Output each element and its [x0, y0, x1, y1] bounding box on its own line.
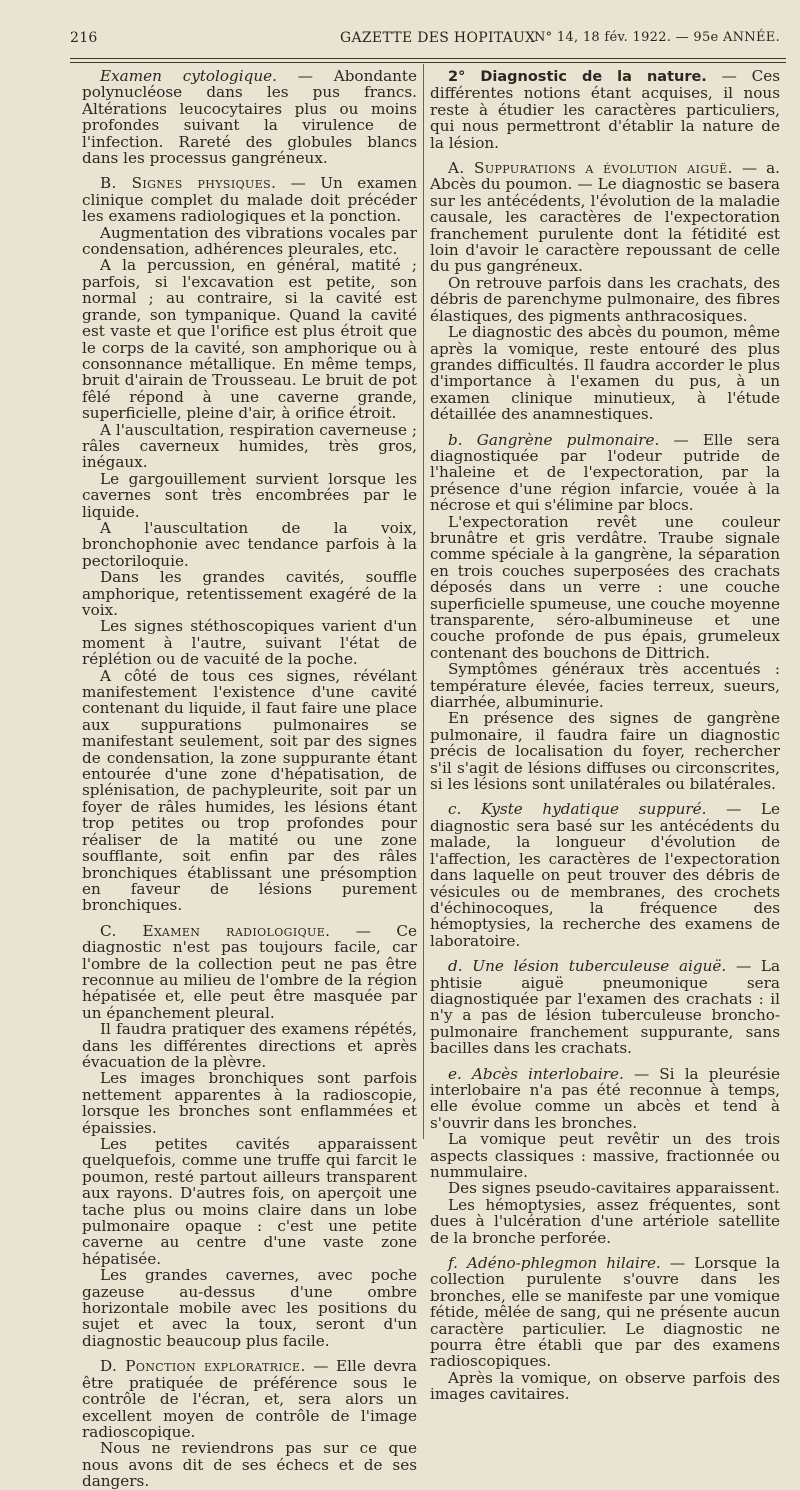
paragraph	[82, 618, 417, 667]
paragraph-text: — Lorsque la collection purulente s'ouvre dans les bronches, elle se manifeste par une vomique fétide, mêlée de sang, qui ne présente aucun caractère particulier. Le diagnostic ne pourra être établi que par des examens radioscopiques.	[430, 1254, 780, 1371]
paragraph-text: Le gargouillement survient lorsque les cavernes sont très encombrées par le liquide.	[82, 469, 417, 521]
paragraph-heading: Examen cytologique.	[100, 67, 277, 85]
paragraph-text: Les hémoptysies, assez fréquentes, sont dues à l'ulcération d'une artériole satellite de la bronche perforée.	[430, 1195, 780, 1247]
paragraph-text: — Ce diagnostic n'est pas toujours facile, car l'ombre de la collection peut ne pas être reconnue au milieu de l'ombre de la région hépatisée et, elle peut être masquée par un épanchement pleural.	[82, 921, 417, 1022]
paragraph-text: — La phtisie aiguë pneumonique sera diagnostiquée par l'examen des crachats : il n'y a pas de lésion tuberculeuse broncho-pulmonaire franchement suppurante, sans bacilles dans les crachats.	[430, 957, 780, 1058]
column-divider	[423, 64, 424, 1139]
paragraph	[82, 1358, 417, 1440]
paragraph	[82, 569, 417, 618]
paragraph-text: A la percussion, en général, matité ; parfois, si l'excavation est petite, son normal ; au contraire, si la cavité est grande, son tympanique. Quand la cavité est vaste et que l'orifice est plus étroit que le corps de la cavité, son amphorique ou à consonnance métallique. En même temps, bruit d'airain de Trousseau. Le bruit de pot fêlé répond à une caverne grande, superficielle, pleine d'air, à orifice étroit.	[82, 256, 417, 423]
paragraph-text: Les images bronchiques sont parfois nettement apparentes à la radioscopie, lorsque les bronches sont enflammées et épaissies.	[82, 1069, 417, 1137]
paragraph-text: A l'auscultation, respiration caverneuse ; râles caverneux humides, très gros, inégaux.	[82, 420, 417, 472]
paragraph-text: — Ces différentes notions étant acquises, il nous reste à étudier les caractères particuliers, qui nous permettront d'établir la nature de la lésion.	[430, 67, 780, 152]
paragraph-heading: d. Une lésion tuberculeuse aiguë.	[448, 957, 727, 976]
paragraph	[82, 422, 417, 471]
paragraph	[430, 1370, 780, 1403]
section-heading: B. Signes physiques.	[100, 174, 277, 193]
paragraph	[430, 1180, 780, 1196]
paragraph	[82, 1440, 417, 1489]
header-rule	[70, 58, 786, 59]
paragraph	[430, 710, 780, 792]
journal-title: GAZETTE DES HOPITAUX	[340, 30, 536, 46]
paragraph	[82, 1021, 417, 1070]
paragraph-text: Après la vomique, on observe parfois des images cavitaires.	[430, 1368, 780, 1404]
paragraph-text: La vomique peut revêtir un des trois aspects classiques : massive, fractionnée ou nummulaire.	[430, 1130, 780, 1181]
header-rule-double	[70, 62, 786, 63]
paragraph-text: Dans les grandes cavités, souffle amphorique, retentissement exagéré de la voix.	[82, 568, 417, 619]
paragraph-text: — Un examen clinique complet du malade doit précéder les examens radiologiques et la ponction.	[82, 174, 417, 226]
paragraph-text: Nous ne reviendrons pas sur ce que nous avons dit de ses échecs et de ses dangers.	[82, 1439, 417, 1490]
paragraph	[82, 520, 417, 569]
paragraph	[82, 225, 417, 258]
page-header	[70, 30, 786, 50]
paragraph	[82, 923, 417, 1021]
paragraph-text: — Si la pleurésie interlobaire n'a pas été reconnue à temps, elle évolue comme un abcès et tend à s'ouvrir dans les bronches.	[430, 1064, 780, 1132]
paragraph-text: En présence des signes de gangrène pulmonaire, il faudra faire un diagnostic précis de localisation du foyer, rechercher s'il s'agit de lésions diffuses ou circonscrites, si les lésions sont unilatérales ou bilatérales.	[430, 709, 780, 794]
paragraph	[430, 432, 780, 514]
paragraph-text: — Abondante polynucléose dans les pus francs. Altérations leucocytaires plus ou moins profondes suivant la virulence de l'infection. Rareté des globules blancs dans les processus gangréneux.	[82, 67, 417, 168]
paragraph-text: On retrouve parfois dans les crachats, des débris de parenchyme pulmonaire, des fibres élastiques, des pigments anthracosiques.	[430, 273, 780, 325]
paragraph	[82, 1267, 417, 1349]
paragraph	[430, 661, 780, 710]
paragraph	[430, 514, 780, 662]
paragraph	[82, 668, 417, 914]
section-heading: A. Suppurations a évolution aiguë.	[448, 159, 733, 178]
paragraph-text: Le diagnostic des abcès du poumon, même après la vomique, reste entouré des plus grandes difficultés. Il faudra accorder le plus d'importance à l'examen du pus, à un examen clinique minutieux, à l'étude détaillée des anamnestiques.	[430, 323, 780, 424]
paragraph	[82, 1070, 417, 1136]
paragraph	[82, 1136, 417, 1267]
paragraph	[430, 324, 780, 422]
paragraph-text: Symptômes généraux très accentués : température élevée, facies terreux, sueurs, diarrhée, albuminurie.	[430, 660, 780, 712]
paragraph	[430, 1197, 780, 1246]
paragraph-heading: e. Abcès interlobaire.	[448, 1064, 624, 1083]
section-heading: 2° Diagnostic de la nature.	[448, 69, 707, 85]
paragraph-text: Les grandes cavernes, avec poche gazeuse au-dessus d'une ombre horizontale mobile avec les positions du sujet et avec la toux, seront d'un diagnostic beaucoup plus facile.	[82, 1266, 417, 1350]
paragraph	[430, 1131, 780, 1180]
paragraph	[430, 1066, 780, 1132]
paragraph	[430, 801, 780, 949]
paragraph-text: — Elle devra être pratiquée de préférence sous le contrôle de l'écran, et, sera alors un excellent moyen de contrôle de l'image radioscopique.	[82, 1357, 417, 1441]
paragraph	[82, 471, 417, 520]
paragraph	[430, 275, 780, 324]
paragraph-text: Il faudra pratiquer des examens répétés, dans les différentes directions et après évacuation de la plèvre.	[82, 1020, 417, 1071]
paragraph	[430, 68, 780, 151]
paragraph-text: Augmentation des vibrations vocales par condensation, adhérences pleurales, etc.	[82, 223, 417, 259]
paragraph-text: — a. Abcès du poumon. — Le diagnostic se basera sur les antécédents, l'évolution de la maladie causale, les caractères de l'expectoration franchement purulente dont la fétidité est loin d'avoir le caractère repoussant de celle du pus gangréneux.	[430, 159, 780, 276]
issue-info: N° 14, 18 fév. 1922. — 95e ANNÉE.	[533, 30, 780, 45]
paragraph-text: A côté de tous ces signes, révélant manifestement l'existence d'une cavité contenant du liquide, il faut faire une place aux suppurations pulmonaires se manifestant seulement, soit par des signes de condensation, la zone suppurante étant entourée d'une zone d'hépatisation, de splénisation, de pachypleurite, soit par un foyer de râles humides, les lésions étant trop petites ou trop profondes pour réaliser de la matité ou une zone soufflante, soit enfin par des râles bronchiques établissant une présomption en faveur de lésions purement bronchiques.	[82, 666, 417, 915]
paragraph-heading: c. Kyste hydatique suppuré.	[448, 800, 707, 819]
page-number: 216	[70, 30, 98, 46]
paragraph	[430, 1255, 780, 1370]
paragraph-text: L'expectoration revêt une couleur brunâtre et gris verdâtre. Traube signale comme spéciale à la gangrène, la séparation en trois couches superposées des crachats déposés dans un verre : une couche superficielle spumeuse, une couche moyenne transparente, séro-albumineuse et une couche profonde de pus épais, grumeleux contenant des bouchons de Dittrich.	[430, 512, 780, 662]
paragraph	[82, 175, 417, 224]
section-heading: C. Examen radiologique.	[100, 921, 331, 940]
paragraph	[430, 160, 780, 275]
paragraph-text: Les signes stéthoscopiques varient d'un moment à l'autre, suivant l'état de réplétion ou de vacuité de la poche.	[82, 617, 417, 669]
paragraph-text: — Le diagnostic sera basé sur les antécédents du malade, la longueur d'évolution de l'affection, les caractères de l'expectoration dans laquelle on peut trouver des débris de vésicules ou de membranes, des crochets d'échinocoques, la fréquence des hémoptysies, la recherche des examens de laboratoire.	[430, 800, 780, 950]
paragraph-text: Les petites cavités apparaissent quelquefois, comme une truffe qui farcit le poumon, resté partout ailleurs transparent aux rayons. D'autres fois, on aperçoit une tache plus ou moins claire dans un lobe pulmonaire opaque : c'est une petite caverne au centre d'une vaste zone hépatisée.	[82, 1135, 417, 1268]
paragraph-text: Des signes pseudo-cavitaires apparaissent.	[448, 1179, 780, 1198]
paragraph-text: A l'auscultation de la voix, bronchophonie avec tendance parfois à la pectoriloquie.	[82, 518, 417, 570]
paragraph	[82, 68, 417, 166]
paragraph-heading: b. Gangrène pulmonaire.	[448, 430, 660, 449]
section-heading: D. Ponction exploratrice.	[100, 1357, 306, 1376]
paragraph	[430, 958, 780, 1056]
left-column	[82, 68, 417, 1490]
paragraph	[82, 257, 417, 421]
paragraph-heading: f. Adéno-phlegmon hilaire.	[448, 1254, 661, 1273]
paragraph-text: — Elle sera diagnostiquée par l'odeur putride de l'haleine et de l'expectoration, par la présence d'une région infarcie, vouée à la nécrose et qui s'élimine par blocs.	[430, 430, 780, 515]
right-column	[430, 68, 780, 1403]
